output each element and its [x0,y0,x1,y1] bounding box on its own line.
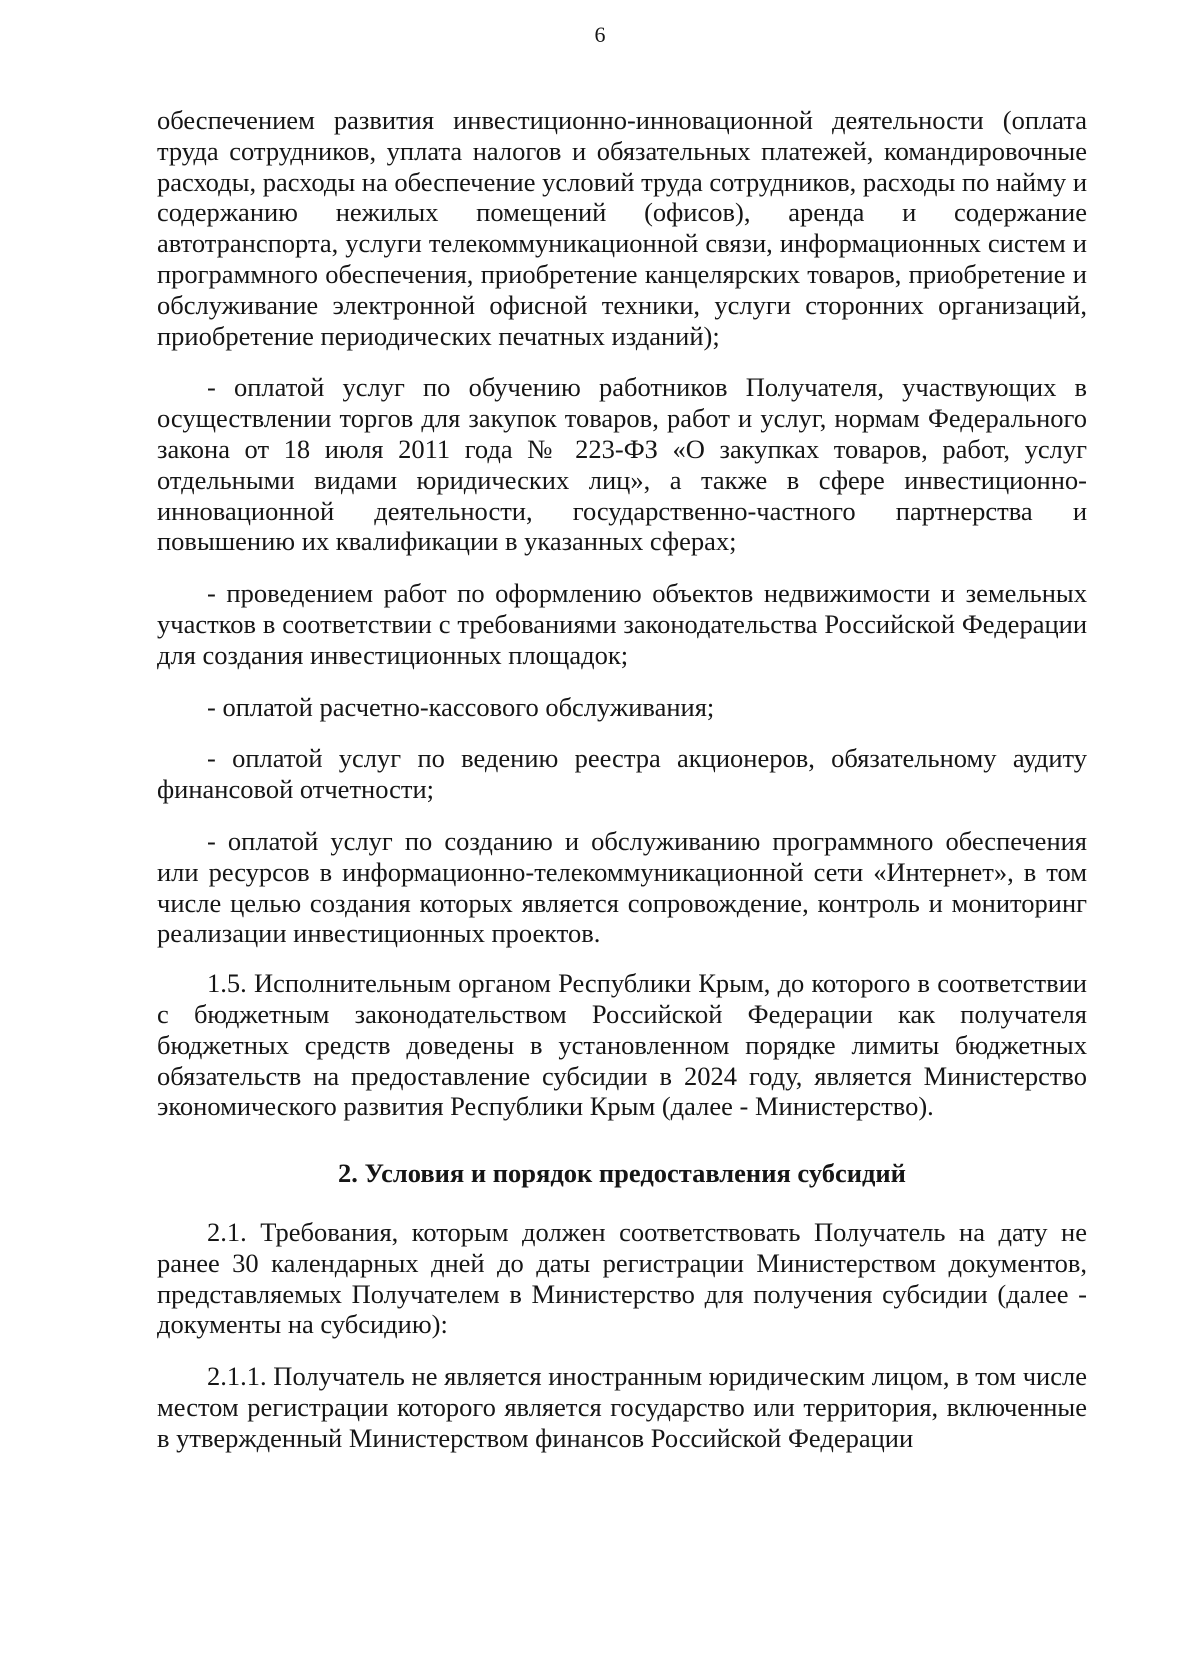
list-item-audit: - оплатой услуг по ведению реестра акционеров, обязательному аудиту финансовой отчетности; [157,743,1087,805]
list-item-training: - оплатой услуг по обучению работников Получателя, участвующих в осуществлении торгов для закупок товаров, работ и услуг, нормам Федерального закона от 18 июля 2011 года № 223-ФЗ «О закупках товаров, работ, услуг отдельными видами юридических лиц», а также в сфере инвестиционно-инновационной деятельности, государственно-частного партнерства и повышению их квалификации в указанных сферах; [157,372,1087,557]
paragraph-continuation: обеспечением развития инвестиционно-инновационной деятельности (оплата труда сотрудников, уплата налогов и обязательных платежей, командировочные расходы, расходы на обеспечение условий труда сотрудников, расходы по найму и содержанию нежилых помещений (офисов), аренда и содержание автотранспорта, услуги телекоммуникационной связи, информационных систем и программного обеспечения, приобретение канцелярских товаров, приобретение и обслуживание электронной офисной техники, услуги сторонних организаций, приобретение периодических печатных изданий); [157,105,1087,351]
list-item-software: - оплатой услуг по созданию и обслуживанию программного обеспечения или ресурсов в информационно-телекоммуникационной сети «Интернет», в том числе целью создания которых является сопровождение, контроль и мониторинг реализации инвестиционных проектов. [157,825,1087,949]
paragraph-2-1-1: 2.1.1. Получатель не является иностранным юридическим лицом, в том числе местом регистрации которого является государство или территория, включенные в утвержденный Министерством финансов Российской Федерации [157,1361,1087,1453]
section-heading: 2. Условия и порядок предоставления субсидий [338,1158,906,1189]
document-body [157,105,1087,1453]
list-item-real-estate: - проведением работ по оформлению объектов недвижимости и земельных участков в соответствии с требованиями законодательства Российской Федерации для создания инвестиционных площадок; [157,578,1087,670]
list-item-cash-services: - оплатой расчетно-кассового обслуживания; [207,691,715,722]
paragraph-1-5: 1.5. Исполнительным органом Республики Крым, до которого в соответствии с бюджетным законодательством Российской Федерации как получателя бюджетных средств доведены в установленном порядке лимиты бюджетных обязательств на предоставление субсидии в 2024 году, является Министерство экономического развития Республики Крым (далее - Министерство). [157,968,1087,1122]
page-number: 6 [594,22,606,47]
paragraph-2-1: 2.1. Требования, которым должен соответствовать Получатель на дату не ранее 30 календарных дней до даты регистрации Министерством документов, представляемых Получателем в Министерство для получения субсидии (далее - документы на субсидию): [157,1216,1087,1340]
